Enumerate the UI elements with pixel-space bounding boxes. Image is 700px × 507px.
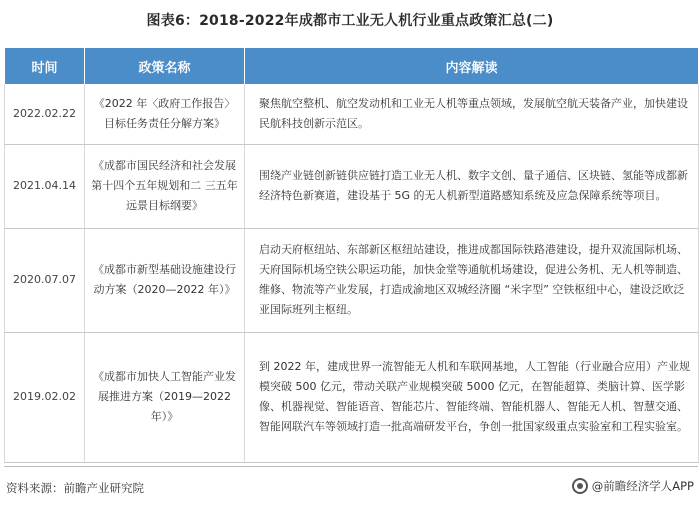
row-date: 2022.02.22 [5, 84, 85, 144]
row-date: 2021.04.14 [5, 144, 85, 228]
row-policy-name: 《2022 年〈政府工作报告〉目标任务责任分解方案》 [85, 84, 245, 144]
brand-label: @前瞻经济学人APP [591, 479, 694, 493]
header-content: 内容解读 [245, 48, 699, 84]
bottom-divider [4, 466, 698, 467]
header-date: 时间 [5, 48, 85, 84]
row-content: 聚焦航空整机、航空发动机和工业无人机等重点领域，发展航空航天装备产业，加快建设民航科技创新示范区。 [245, 84, 699, 144]
row-date: 2020.07.07 [5, 228, 85, 332]
row-policy-name: 《成都市加快人工智能产业发展推进方案（2019—2022 年）》 [85, 332, 245, 462]
source-note: 资料来源：前瞻产业研究院 [6, 481, 144, 495]
row-content: 围绕产业链创新链供应链打造工业无人机、数字文创、量子通信、区块链、氢能等成都新经济特色新赛道，建设基于 5G 的无人机新型道路感知系统及应急保障系统等项目。 [245, 144, 699, 228]
row-policy-name: 《成都市新型基础设施建设行动方案（2020—2022 年）》 [85, 228, 245, 332]
table-row [5, 332, 699, 462]
chart-title: 图表6：2018-2022年成都市工业无人机行业重点政策汇总(二) [146, 13, 554, 29]
table-header-row [5, 48, 699, 84]
brand-credit [572, 478, 694, 494]
row-content: 到 2022 年，建成世界一流智能无人机和车联网基地，人工智能（行业融合应用）产业规模突破 500 亿元，带动关联产业规模突破 5000 亿元，在智能超算、类脑计算、医学影像、机器视觉、智能语音、智能芯片、智能终端、智能机器人、智能无人机、智慧交通、智能网联汽车等领域打造一批高端研发平台，争创一批国家级重点实验室和工程实验室。 [245, 332, 699, 462]
table-row [5, 144, 699, 228]
policy-table [4, 48, 699, 463]
table-row [5, 84, 699, 144]
row-date: 2019.02.02 [5, 332, 85, 462]
header-policy-name: 政策名称 [85, 48, 245, 84]
brand-logo-icon [572, 478, 588, 494]
row-content: 启动天府枢纽站、东部新区枢纽站建设，推进成都国际铁路港建设，提升双流国际机场、天府国际机场空铁公职运功能，加快金堂等通航机场建设，促进公务机、无人机等制造、维修、物流等产业发展，打造成渝地区双城经济圈 “米字型” 空铁枢纽中心，建设泛欧泛亚国际班列主枢纽。 [245, 228, 699, 332]
table-row [5, 228, 699, 332]
row-policy-name: 《成都市国民经济和社会发展第十四个五年规划和二 三五年远景目标纲要》 [85, 144, 245, 228]
